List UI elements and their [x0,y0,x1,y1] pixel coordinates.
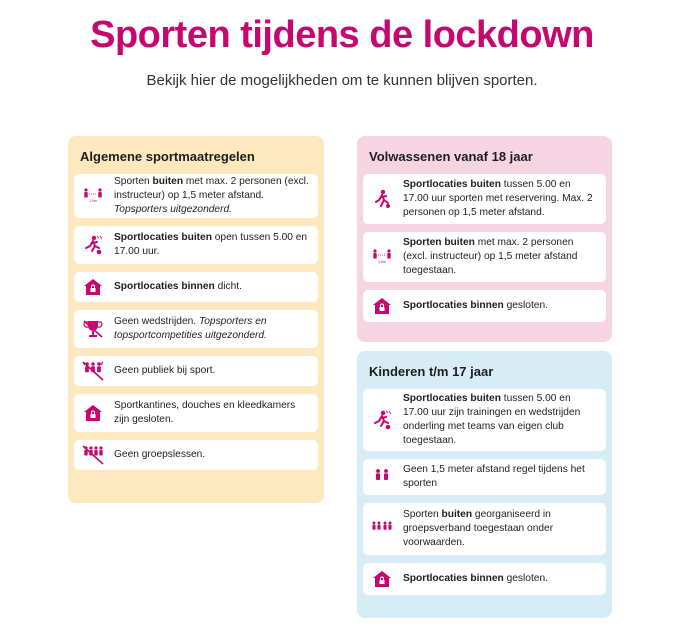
no-audience-icon [82,361,104,381]
text: Sportkantines, douches en kleedkamers zijn gesloten. [114,400,296,425]
measure-text [403,299,548,313]
svg-text:1,5m: 1,5m [89,199,97,203]
measure-text [114,280,242,294]
distance-people-icon [82,186,104,206]
page-title: Sporten tijdens de lockdown [90,14,594,56]
panel-title: Volwassenen vanaf 18 jaar [369,149,533,164]
bold-text: Sportlocaties buiten [403,393,501,404]
measure-card [74,174,318,218]
measure-text [403,178,598,220]
runner-icon [371,188,393,210]
text: Geen 1,5 meter afstand regel tijdens het sporten [403,464,585,489]
runner-ball-icon [371,409,393,431]
card-list [74,174,318,470]
measure-card [74,440,318,470]
runner-ball-icon [82,234,104,256]
bold-text: buiten [441,509,473,520]
text: Sporten [403,509,442,520]
measure-card [363,503,606,555]
measure-card [74,272,318,302]
measure-text [403,463,598,491]
text: dicht. [214,281,242,292]
measure-card [363,459,606,495]
measure-card [74,310,318,348]
measure-text [114,399,310,427]
bold-text: Sportlocaties binnen [403,573,504,584]
no-group-lessons-icon [82,445,104,465]
two-people-icon [371,467,393,487]
house-lock-icon [82,404,104,422]
measure-text [114,231,310,259]
measure-text [403,508,598,550]
text: met max. 2 personen (excl. instructeur) op 1,5 meter afstand toegestaan. [403,237,578,276]
measure-card [363,290,606,322]
bold-text: Sportlocaties binnen [403,300,504,311]
text: met max. 2 personen (excl. instructeur) op 1,5 meter afstand. [114,176,309,201]
text: Geen publiek bij sport. [114,365,216,376]
bold-text: Sporten buiten [403,237,475,248]
group-icon [371,519,393,539]
bold-text: Sportlocaties binnen [114,281,215,292]
text: tussen 5.00 en 17.00 uur zijn trainingen en wedstrijden onderling met teams van eigen club toegestaan. [403,393,581,446]
text: open tussen 5.00 en 17.00 uur. [114,232,308,257]
text: Geen wedstrijden. [114,316,199,327]
house-lock-icon [82,278,104,296]
text: Sporten [114,176,153,187]
text: gesloten. [503,573,548,584]
general-measures-panel [68,136,324,503]
measure-text [114,175,310,217]
italic-text: Topsporters en topsportcompetities uitgezonderd. [114,316,267,341]
measure-text [403,572,548,586]
measure-card [74,394,318,432]
text: gesloten. [503,300,548,311]
measure-text [403,236,598,278]
measure-card [363,232,606,282]
card-list [363,389,606,595]
measure-card [363,174,606,224]
bold-text: buiten [152,176,184,187]
adults-panel [357,136,612,342]
measure-card [74,356,318,386]
panel-title: Algemene sportmaatregelen [80,149,255,164]
measure-text [114,364,215,378]
house-lock-icon [371,570,393,588]
text: Geen groepslessen. [114,449,206,460]
measure-text [114,448,205,462]
measure-text [114,315,310,343]
distance-people-icon [371,247,393,267]
no-trophy-icon [82,319,104,339]
house-lock-icon [371,297,393,315]
italic-text: Topsporters uitgezonderd. [114,204,232,215]
card-list [363,174,606,322]
bold-text: Sportlocaties buiten [403,179,501,190]
panel-title: Kinderen t/m 17 jaar [369,364,494,379]
measure-card [74,226,318,264]
measure-card [363,563,606,595]
svg-text:1,5m: 1,5m [378,260,386,264]
text: georganiseerd in groepsverband toegestaan onder voorwaarden. [403,509,554,548]
bold-text: Sportlocaties buiten [114,232,212,243]
page-subtitle: Bekijk hier de mogelijkheden om te kunnen blijven sporten. [146,72,538,89]
measure-card [363,389,606,451]
kids-panel [357,351,612,618]
text: tussen 5.00 en 17.00 uur sporten met reservering. Max. 2 personen op 1,5 meter afstand. [403,179,593,218]
measure-text [403,392,598,448]
